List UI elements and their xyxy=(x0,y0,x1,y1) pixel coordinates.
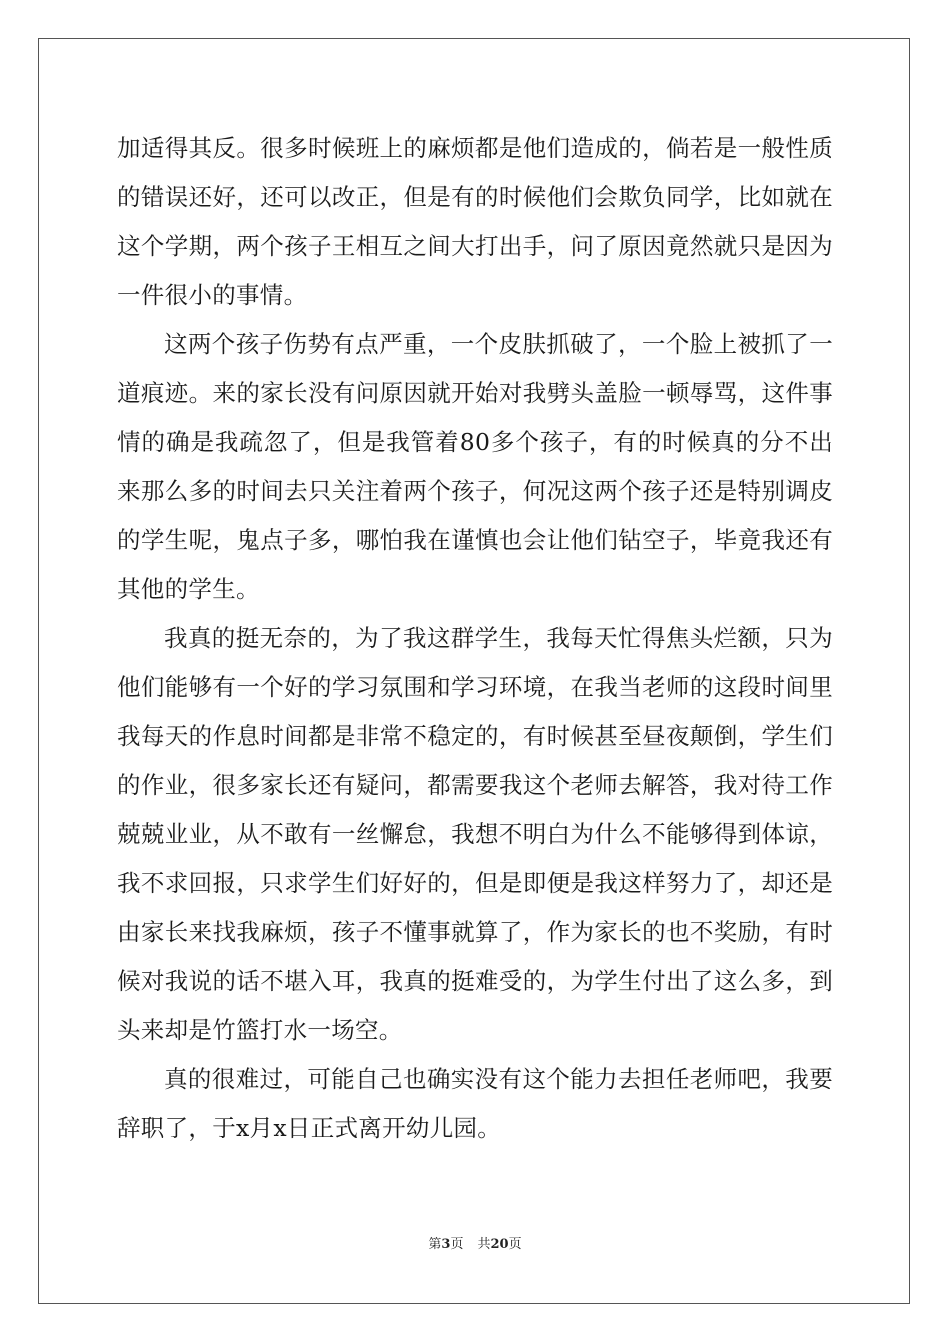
paragraph-1: 加适得其反。很多时候班上的麻烦都是他们造成的，倘若是一般性质的错误还好，还可以改正，但是有的时候他们会欺负同学，比如就在这个学期，两个孩子王相互之间大打出手，问了原因竟然就只是因为一件很小的事情。 xyxy=(117,134,833,309)
total-suffix: 页 xyxy=(508,1237,522,1252)
page-prefix: 第 xyxy=(428,1237,442,1252)
document-body xyxy=(117,124,833,1153)
total-pages: 20 xyxy=(490,1237,509,1252)
paragraph-4: 真的很难过，可能自己也确实没有这个能力去担任老师吧，我要辞职了，于x月x日正式离开幼儿园。 xyxy=(117,1065,833,1142)
page-footer xyxy=(0,1236,950,1254)
paragraph-3: 我真的挺无奈的，为了我这群学生，我每天忙得焦头烂额，只为他们能够有一个好的学习氛围和学习环境，在我当老师的这段时间里我每天的作息时间都是非常不稳定的，有时候甚至昼夜颠倒，学生们的作业，很多家长还有疑问，都需要我这个老师去解答，我对待工作兢兢业业，从不敢有一丝懈怠，我想不明白为什么不能够得到体谅，我不求回报，只求学生们好好的，但是即便是我这样努力了，却还是由家长来找我麻烦，孩子不懂事就算了，作为家长的也不奖励，有时候对我说的话不堪入耳，我真的挺难受的，为学生付出了这么多，到头来却是竹篮打水一场空。 xyxy=(117,624,833,1044)
total-prefix: 共 xyxy=(477,1237,491,1252)
page-suffix: 页 xyxy=(450,1237,464,1252)
page-number: 3 xyxy=(441,1237,451,1252)
paragraph-2: 这两个孩子伤势有点严重，一个皮肤抓破了，一个脸上被抓了一道痕迹。来的家长没有问原因就开始对我劈头盖脸一顿辱骂，这件事情的确是我疏忽了，但是我管着80多个孩子，有的时候真的分不出来那么多的时间去只关注着两个孩子，何况这两个孩子还是特别调皮的学生呢，鬼点子多，哪怕我在谨慎也会让他们钻空子，毕竟我还有其他的学生。 xyxy=(117,330,833,603)
